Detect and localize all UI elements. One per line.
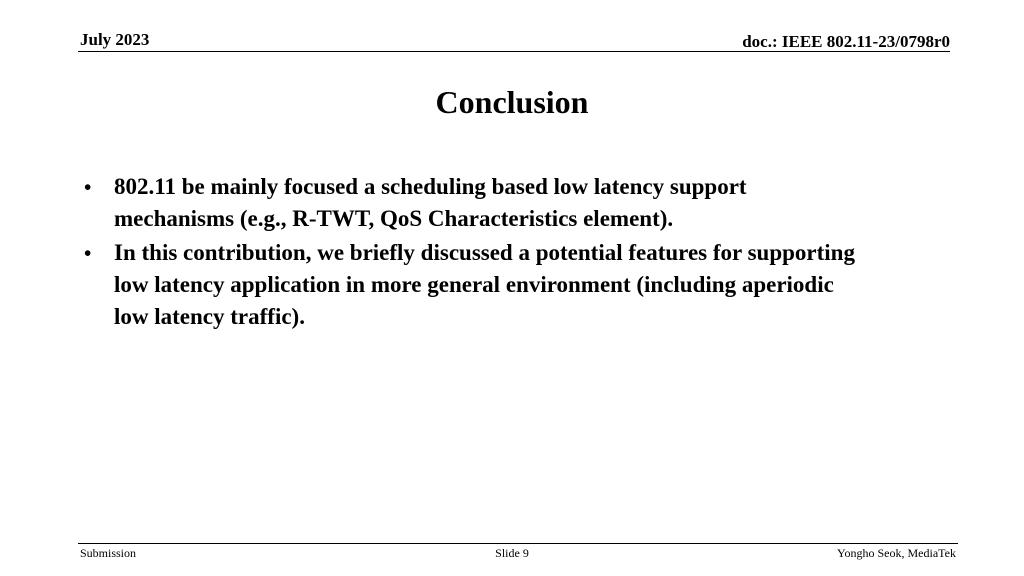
bullet-item	[84, 171, 964, 235]
header-doc-id: doc.: IEEE 802.11-23/0798r0	[742, 32, 950, 51]
footer-divider	[78, 543, 958, 544]
bullet-icon: •	[84, 241, 92, 265]
bullet-text-line: In this contribution, we briefly discussed a potential features for supporting	[114, 240, 855, 265]
header-date: July 2023	[80, 30, 150, 49]
slide-title: Conclusion	[435, 84, 589, 120]
footer-submission: Submission	[80, 546, 137, 560]
footer-author: Yongho Seok, MediaTek	[837, 546, 956, 560]
footer-slide-number: Slide 9	[495, 546, 529, 560]
bullet-item	[84, 237, 964, 333]
header-divider	[78, 51, 950, 52]
bullet-text-line: 802.11 be mainly focused a scheduling based low latency support	[114, 174, 747, 199]
bullet-list	[84, 171, 964, 335]
bullet-text-line: mechanisms (e.g., R-TWT, QoS Characteristics element).	[114, 206, 674, 231]
bullet-text-line: low latency traffic).	[114, 304, 305, 329]
bullet-icon: •	[84, 175, 92, 199]
bullet-text-line: low latency application in more general environment (including aperiodic	[114, 272, 834, 297]
